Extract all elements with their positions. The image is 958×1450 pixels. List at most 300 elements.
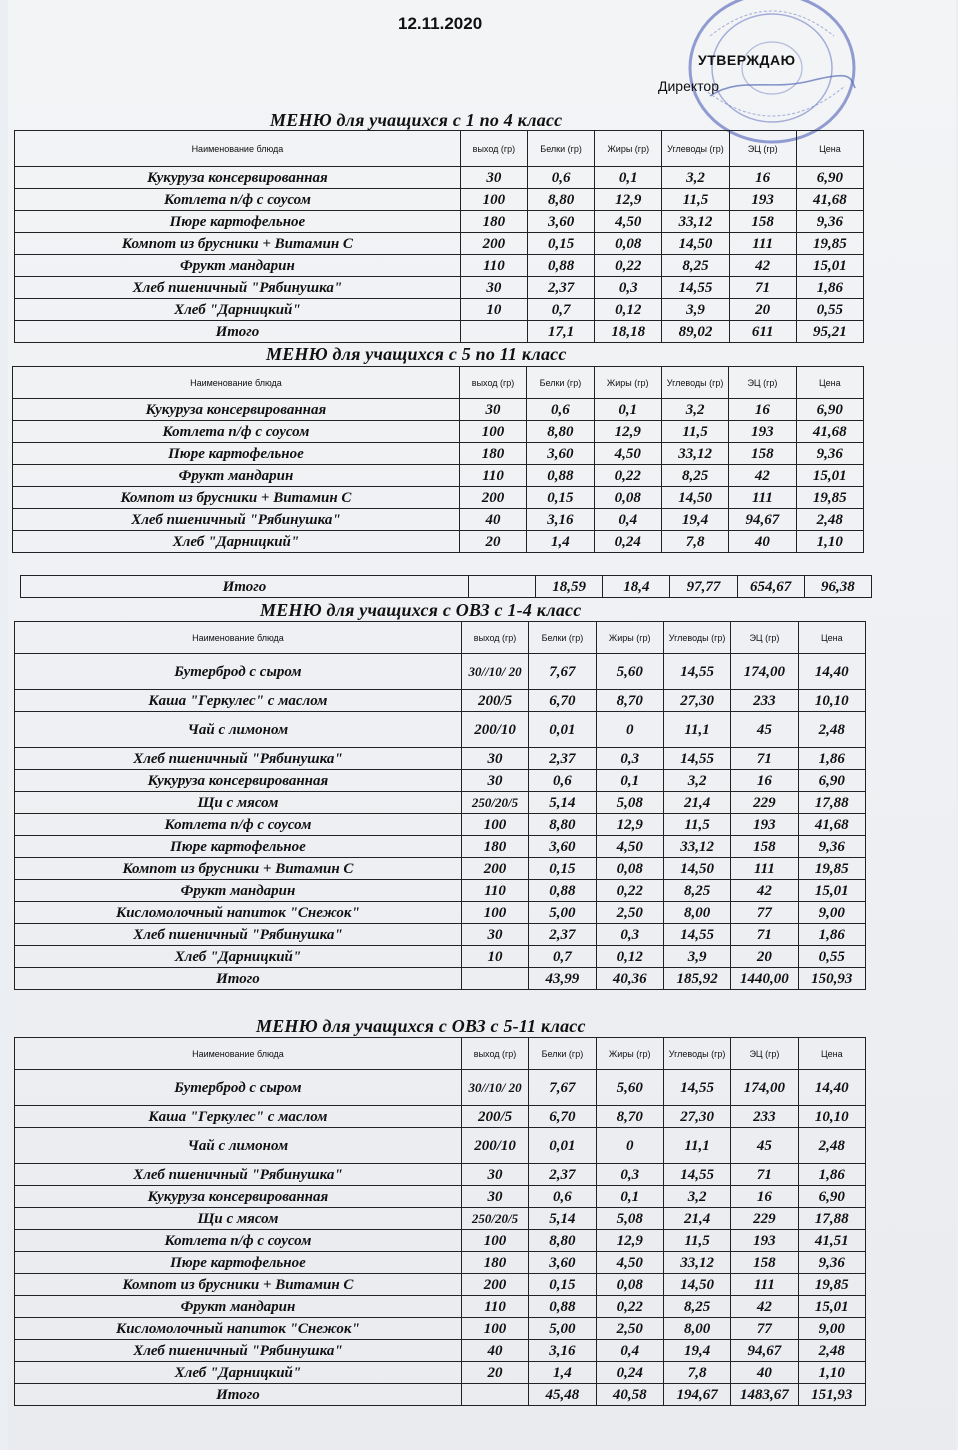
value-cell: 111: [729, 233, 796, 255]
value-cell: 17,88: [798, 792, 865, 814]
value-cell: 77: [731, 1318, 798, 1340]
value-cell: 30: [461, 1164, 528, 1186]
value-cell: 71: [729, 277, 796, 299]
value-cell: 19,85: [796, 233, 863, 255]
value-cell: 19,85: [798, 1274, 865, 1296]
value-cell: 14,40: [798, 1070, 865, 1106]
value-cell: 12,9: [595, 189, 662, 211]
value-cell: 3,2: [661, 399, 728, 421]
value-cell: 229: [731, 1208, 798, 1230]
value-cell: 233: [731, 1106, 798, 1128]
dish-name-cell: Котлета п/ф с соусом: [15, 814, 462, 836]
column-header: Цена: [796, 367, 863, 399]
dish-name-cell: Пюре картофельное: [15, 1252, 462, 1274]
value-cell: 16: [731, 770, 798, 792]
menu-table-ovz-5-11: [14, 1037, 866, 1406]
dish-name-cell: Итого: [15, 968, 462, 990]
total-row: [15, 321, 864, 343]
value-cell: 0,15: [528, 233, 595, 255]
value-cell: 6,90: [796, 167, 863, 189]
dish-name-cell: Бутерброд с сыром: [15, 654, 462, 690]
dish-name-cell: Хлеб пшеничный "Рябинушка": [15, 1164, 462, 1186]
value-cell: 6,90: [798, 770, 865, 792]
dish-name-cell: Компот из брусники + Витамин С: [13, 487, 460, 509]
value-cell: 158: [729, 211, 796, 233]
value-cell: 11,5: [662, 189, 729, 211]
value-cell: 111: [731, 1274, 798, 1296]
dish-name-cell: Фрукт мандарин: [13, 465, 460, 487]
value-cell: 40,58: [596, 1384, 663, 1406]
column-header: ЭЦ (гр): [729, 367, 796, 399]
value-cell: 9,36: [798, 1252, 865, 1274]
value-cell: 21,4: [663, 1208, 730, 1230]
value-cell: 5,08: [596, 792, 663, 814]
total-cell: 18,4: [603, 576, 670, 598]
value-cell: 0,1: [596, 770, 663, 792]
value-cell: 41,68: [798, 814, 865, 836]
value-cell: 30//10/ 20: [461, 1070, 528, 1106]
value-cell: 0,01: [529, 712, 596, 748]
section-1-title: МЕНЮ для учащихся с 1 по 4 класс: [270, 110, 563, 130]
value-cell: 193: [729, 421, 796, 443]
value-cell: 40: [729, 531, 796, 553]
value-cell: 4,50: [596, 1252, 663, 1274]
value-cell: 100: [461, 1230, 528, 1252]
value-cell: 30: [461, 770, 528, 792]
approve-label: УТВЕРЖДАЮ: [698, 52, 796, 68]
value-cell: 5,14: [529, 792, 596, 814]
value-cell: 2,48: [798, 1340, 865, 1362]
value-cell: 100: [461, 1318, 528, 1340]
total-cell: 96,38: [804, 576, 871, 598]
table-row: [15, 858, 866, 880]
dish-name-cell: Кисломолочный напиток "Снежок": [15, 1318, 462, 1340]
dish-name-cell: Щи с мясом: [15, 1208, 462, 1230]
value-cell: 0,08: [594, 487, 661, 509]
value-cell: 200/10: [461, 712, 528, 748]
value-cell: 14,50: [661, 487, 728, 509]
value-cell: 8,25: [663, 880, 730, 902]
director-label: Директор: [658, 78, 719, 94]
table-row: [13, 399, 864, 421]
value-cell: 27,30: [663, 1106, 730, 1128]
table-row: [15, 1362, 866, 1384]
value-cell: 3,9: [662, 299, 729, 321]
column-header: Наименование блюда: [15, 622, 462, 654]
table-row: [15, 167, 864, 189]
table-row: [15, 654, 866, 690]
value-cell: 0,88: [529, 880, 596, 902]
value-cell: 12,9: [596, 814, 663, 836]
value-cell: 19,85: [796, 487, 863, 509]
table-row: [15, 1296, 866, 1318]
dish-name-cell: Хлеб "Дарницкий": [15, 946, 462, 968]
value-cell: 6,90: [798, 1186, 865, 1208]
value-cell: 5,60: [596, 654, 663, 690]
menu-table-ovz-1-4: [14, 621, 866, 990]
value-cell: 100: [459, 421, 526, 443]
dish-name-cell: Пюре картофельное: [15, 211, 461, 233]
value-cell: 5,08: [596, 1208, 663, 1230]
value-cell: 10,10: [798, 690, 865, 712]
value-cell: 2,48: [796, 509, 863, 531]
value-cell: 6,70: [529, 690, 596, 712]
menu-table-1-4: [14, 130, 864, 343]
column-header: Цена: [796, 131, 863, 167]
value-cell: 1,4: [527, 531, 594, 553]
value-cell: 21,4: [663, 792, 730, 814]
value-cell: 94,67: [731, 1340, 798, 1362]
value-cell: 0,3: [596, 748, 663, 770]
value-cell: 150,93: [798, 968, 865, 990]
dish-name-cell: Итого: [15, 321, 461, 343]
value-cell: 10: [461, 946, 528, 968]
value-cell: 0,88: [529, 1296, 596, 1318]
table-row: [13, 509, 864, 531]
dish-name-cell: Котлета п/ф с соусом: [15, 189, 461, 211]
table-row: [15, 1230, 866, 1252]
value-cell: 0,22: [596, 880, 663, 902]
value-cell: 0: [596, 712, 663, 748]
value-cell: 3,16: [527, 509, 594, 531]
value-cell: 14,55: [663, 1070, 730, 1106]
table-row: [13, 443, 864, 465]
value-cell: 0,6: [528, 167, 595, 189]
value-cell: 110: [459, 465, 526, 487]
column-header: выход (гр): [459, 367, 526, 399]
value-cell: 2,48: [798, 712, 865, 748]
dish-name-cell: Кукуруза консервированная: [15, 1186, 462, 1208]
value-cell: 10: [460, 299, 527, 321]
dish-name-cell: Фрукт мандарин: [15, 1296, 462, 1318]
value-cell: 0: [596, 1128, 663, 1164]
table-row: [15, 1106, 866, 1128]
value-cell: 9,36: [796, 443, 863, 465]
dish-name-cell: Бутерброд с сыром: [15, 1070, 462, 1106]
value-cell: 1,4: [529, 1362, 596, 1384]
column-header: Наименование блюда: [15, 1038, 462, 1070]
value-cell: 3,60: [528, 211, 595, 233]
table-header-row: [13, 367, 864, 399]
value-cell: 0,22: [595, 255, 662, 277]
value-cell: 200: [459, 487, 526, 509]
total-row: [15, 1384, 866, 1406]
value-cell: 14,55: [662, 277, 729, 299]
total-cell: [468, 576, 535, 598]
value-cell: 18,18: [595, 321, 662, 343]
table-row: [15, 277, 864, 299]
value-cell: 3,2: [662, 167, 729, 189]
value-cell: 14,55: [663, 1164, 730, 1186]
value-cell: 9,00: [798, 902, 865, 924]
value-cell: 15,01: [796, 465, 863, 487]
value-cell: 8,70: [596, 690, 663, 712]
value-cell: 0,22: [594, 465, 661, 487]
value-cell: 200: [460, 233, 527, 255]
table-row: [15, 189, 864, 211]
value-cell: 174,00: [731, 1070, 798, 1106]
value-cell: 5,00: [529, 1318, 596, 1340]
value-cell: 0,4: [596, 1340, 663, 1362]
value-cell: 0,15: [529, 1274, 596, 1296]
column-header: Углеводы (гр): [663, 622, 730, 654]
column-header: ЭЦ (гр): [731, 1038, 798, 1070]
value-cell: 200/10: [461, 1128, 528, 1164]
dish-name-cell: Чай с лимоном: [15, 1128, 462, 1164]
value-cell: 27,30: [663, 690, 730, 712]
column-header: выход (гр): [461, 622, 528, 654]
value-cell: 14,55: [663, 748, 730, 770]
value-cell: 1,10: [798, 1362, 865, 1384]
table-row: [15, 1208, 866, 1230]
section-2-title: МЕНЮ для учащихся с 5 по 11 класс: [266, 344, 567, 364]
column-header: Жиры (гр): [595, 131, 662, 167]
value-cell: 1,86: [798, 924, 865, 946]
value-cell: 3,2: [663, 770, 730, 792]
value-cell: 17,88: [798, 1208, 865, 1230]
value-cell: 200/5: [461, 690, 528, 712]
value-cell: 611: [729, 321, 796, 343]
value-cell: 20: [729, 299, 796, 321]
value-cell: 194,67: [663, 1384, 730, 1406]
value-cell: 42: [729, 255, 796, 277]
value-cell: 19,4: [661, 509, 728, 531]
dish-name-cell: Пюре картофельное: [13, 443, 460, 465]
menu-table-5-11-total: [20, 575, 872, 598]
value-cell: 0,3: [596, 924, 663, 946]
value-cell: 16: [731, 1186, 798, 1208]
total-cell: 97,77: [670, 576, 737, 598]
value-cell: 0,3: [596, 1164, 663, 1186]
value-cell: 8,25: [663, 1296, 730, 1318]
value-cell: 33,12: [663, 836, 730, 858]
dish-name-cell: Щи с мясом: [15, 792, 462, 814]
value-cell: 9,36: [798, 836, 865, 858]
total-cell: 654,67: [737, 576, 804, 598]
value-cell: 3,60: [529, 1252, 596, 1274]
value-cell: 11,5: [661, 421, 728, 443]
dish-name-cell: Компот из брусники + Витамин С: [15, 233, 461, 255]
table-row: [15, 1318, 866, 1340]
table-row: [15, 902, 866, 924]
value-cell: 94,67: [729, 509, 796, 531]
value-cell: [461, 1384, 528, 1406]
value-cell: 45: [731, 712, 798, 748]
column-header: Цена: [798, 622, 865, 654]
table-header-row: [15, 131, 864, 167]
value-cell: 8,80: [529, 1230, 596, 1252]
table-row: [15, 946, 866, 968]
column-header: ЭЦ (гр): [729, 131, 796, 167]
value-cell: 71: [731, 748, 798, 770]
value-cell: 33,12: [663, 1252, 730, 1274]
value-cell: 3,16: [529, 1340, 596, 1362]
dish-name-cell: Кукуруза консервированная: [15, 167, 461, 189]
section-3-title: МЕНЮ для учащихся с ОВЗ с 1-4 класс: [260, 600, 582, 620]
column-header: Углеводы (гр): [663, 1038, 730, 1070]
dish-name-cell: Фрукт мандарин: [15, 255, 461, 277]
value-cell: 77: [731, 902, 798, 924]
value-cell: 0,24: [594, 531, 661, 553]
value-cell: 30: [461, 924, 528, 946]
table-row: [13, 531, 864, 553]
column-header: Жиры (гр): [596, 1038, 663, 1070]
value-cell: 1,86: [796, 277, 863, 299]
value-cell: 17,1: [528, 321, 595, 343]
value-cell: 33,12: [661, 443, 728, 465]
dish-name-cell: Хлеб пшеничный "Рябинушка": [15, 277, 461, 299]
dish-name-cell: Котлета п/ф с соусом: [15, 1230, 462, 1252]
value-cell: 250/20/5: [461, 792, 528, 814]
value-cell: 71: [731, 1164, 798, 1186]
value-cell: 0,15: [529, 858, 596, 880]
value-cell: 2,37: [529, 1164, 596, 1186]
value-cell: 233: [731, 690, 798, 712]
value-cell: 110: [461, 1296, 528, 1318]
value-cell: 0,88: [528, 255, 595, 277]
value-cell: 180: [459, 443, 526, 465]
value-cell: 193: [731, 814, 798, 836]
value-cell: 3,60: [527, 443, 594, 465]
value-cell: 9,00: [798, 1318, 865, 1340]
value-cell: 7,67: [529, 1070, 596, 1106]
value-cell: 8,00: [663, 1318, 730, 1340]
value-cell: 193: [731, 1230, 798, 1252]
dish-name-cell: Хлеб пшеничный "Рябинушка": [15, 1340, 462, 1362]
value-cell: 0,88: [527, 465, 594, 487]
table-row: [15, 814, 866, 836]
value-cell: 15,01: [798, 1296, 865, 1318]
value-cell: 0,6: [527, 399, 594, 421]
value-cell: 42: [731, 1296, 798, 1318]
value-cell: 41,68: [796, 189, 863, 211]
value-cell: 0,6: [529, 770, 596, 792]
value-cell: 12,9: [594, 421, 661, 443]
table-row: [15, 880, 866, 902]
column-header: Цена: [798, 1038, 865, 1070]
value-cell: 5,60: [596, 1070, 663, 1106]
dish-name-cell: Компот из брусники + Витамин С: [15, 1274, 462, 1296]
value-cell: 1,86: [798, 748, 865, 770]
value-cell: 30: [460, 167, 527, 189]
value-cell: 11,5: [663, 814, 730, 836]
value-cell: 0,3: [595, 277, 662, 299]
column-header: Белки (гр): [529, 1038, 596, 1070]
value-cell: 111: [731, 858, 798, 880]
value-cell: 158: [731, 836, 798, 858]
value-cell: 33,12: [662, 211, 729, 233]
value-cell: [461, 968, 528, 990]
table-row: [15, 299, 864, 321]
value-cell: 40,36: [596, 968, 663, 990]
value-cell: 8,25: [662, 255, 729, 277]
value-cell: 229: [731, 792, 798, 814]
value-cell: 43,99: [529, 968, 596, 990]
dish-name-cell: Кукуруза консервированная: [13, 399, 460, 421]
column-header: Жиры (гр): [596, 622, 663, 654]
table-row: [15, 1070, 866, 1106]
dish-name-cell: Хлеб пшеничный "Рябинушка": [15, 924, 462, 946]
table-row: [15, 690, 866, 712]
column-header: выход (гр): [461, 1038, 528, 1070]
value-cell: 30: [459, 399, 526, 421]
table-row: [15, 712, 866, 748]
value-cell: 14,40: [798, 654, 865, 690]
value-cell: 8,80: [529, 814, 596, 836]
value-cell: 0,6: [529, 1186, 596, 1208]
dish-name-cell: Хлеб "Дарницкий": [15, 299, 461, 321]
dish-name-cell: Хлеб "Дарницкий": [13, 531, 460, 553]
value-cell: 0,22: [596, 1296, 663, 1318]
value-cell: 200: [461, 1274, 528, 1296]
value-cell: 1,10: [796, 531, 863, 553]
value-cell: 158: [731, 1252, 798, 1274]
value-cell: 4,50: [596, 836, 663, 858]
value-cell: 30: [461, 748, 528, 770]
value-cell: 9,36: [796, 211, 863, 233]
value-cell: 19,85: [798, 858, 865, 880]
value-cell: 10,10: [798, 1106, 865, 1128]
value-cell: 41,68: [796, 421, 863, 443]
dish-name-cell: Итого: [15, 1384, 462, 1406]
value-cell: 14,50: [662, 233, 729, 255]
value-cell: 2,50: [596, 902, 663, 924]
value-cell: 15,01: [796, 255, 863, 277]
value-cell: 40: [731, 1362, 798, 1384]
value-cell: 11,1: [663, 1128, 730, 1164]
column-header: выход (гр): [460, 131, 527, 167]
total-label: Итого: [21, 576, 469, 598]
value-cell: 6,90: [796, 399, 863, 421]
value-cell: 8,80: [527, 421, 594, 443]
value-cell: 2,37: [528, 277, 595, 299]
total-row: [21, 576, 872, 598]
value-cell: 20: [461, 1362, 528, 1384]
table-row: [15, 770, 866, 792]
value-cell: 180: [461, 1252, 528, 1274]
value-cell: 45: [731, 1128, 798, 1164]
value-cell: 0,7: [529, 946, 596, 968]
value-cell: 4,50: [594, 443, 661, 465]
dish-name-cell: Каша "Геркулес" с маслом: [15, 1106, 462, 1128]
value-cell: 1483,67: [731, 1384, 798, 1406]
value-cell: 110: [461, 880, 528, 902]
dish-name-cell: Пюре картофельное: [15, 836, 462, 858]
column-header: Наименование блюда: [15, 131, 461, 167]
value-cell: 3,9: [663, 946, 730, 968]
table-row: [13, 421, 864, 443]
value-cell: 0,12: [596, 946, 663, 968]
table-row: [15, 1128, 866, 1164]
value-cell: 40: [461, 1340, 528, 1362]
value-cell: 180: [461, 836, 528, 858]
value-cell: 100: [461, 814, 528, 836]
document-date: 12.11.2020: [398, 14, 483, 33]
value-cell: 8,70: [596, 1106, 663, 1128]
value-cell: 185,92: [663, 968, 730, 990]
table-header-row: [15, 622, 866, 654]
value-cell: 2,50: [596, 1318, 663, 1340]
value-cell: 14,55: [663, 654, 730, 690]
value-cell: 7,67: [529, 654, 596, 690]
dish-name-cell: Компот из брусники + Витамин С: [15, 858, 462, 880]
column-header: Белки (гр): [528, 131, 595, 167]
value-cell: 89,02: [662, 321, 729, 343]
value-cell: 30//10/ 20: [461, 654, 528, 690]
value-cell: 19,4: [663, 1340, 730, 1362]
value-cell: 0,55: [798, 946, 865, 968]
value-cell: 193: [729, 189, 796, 211]
